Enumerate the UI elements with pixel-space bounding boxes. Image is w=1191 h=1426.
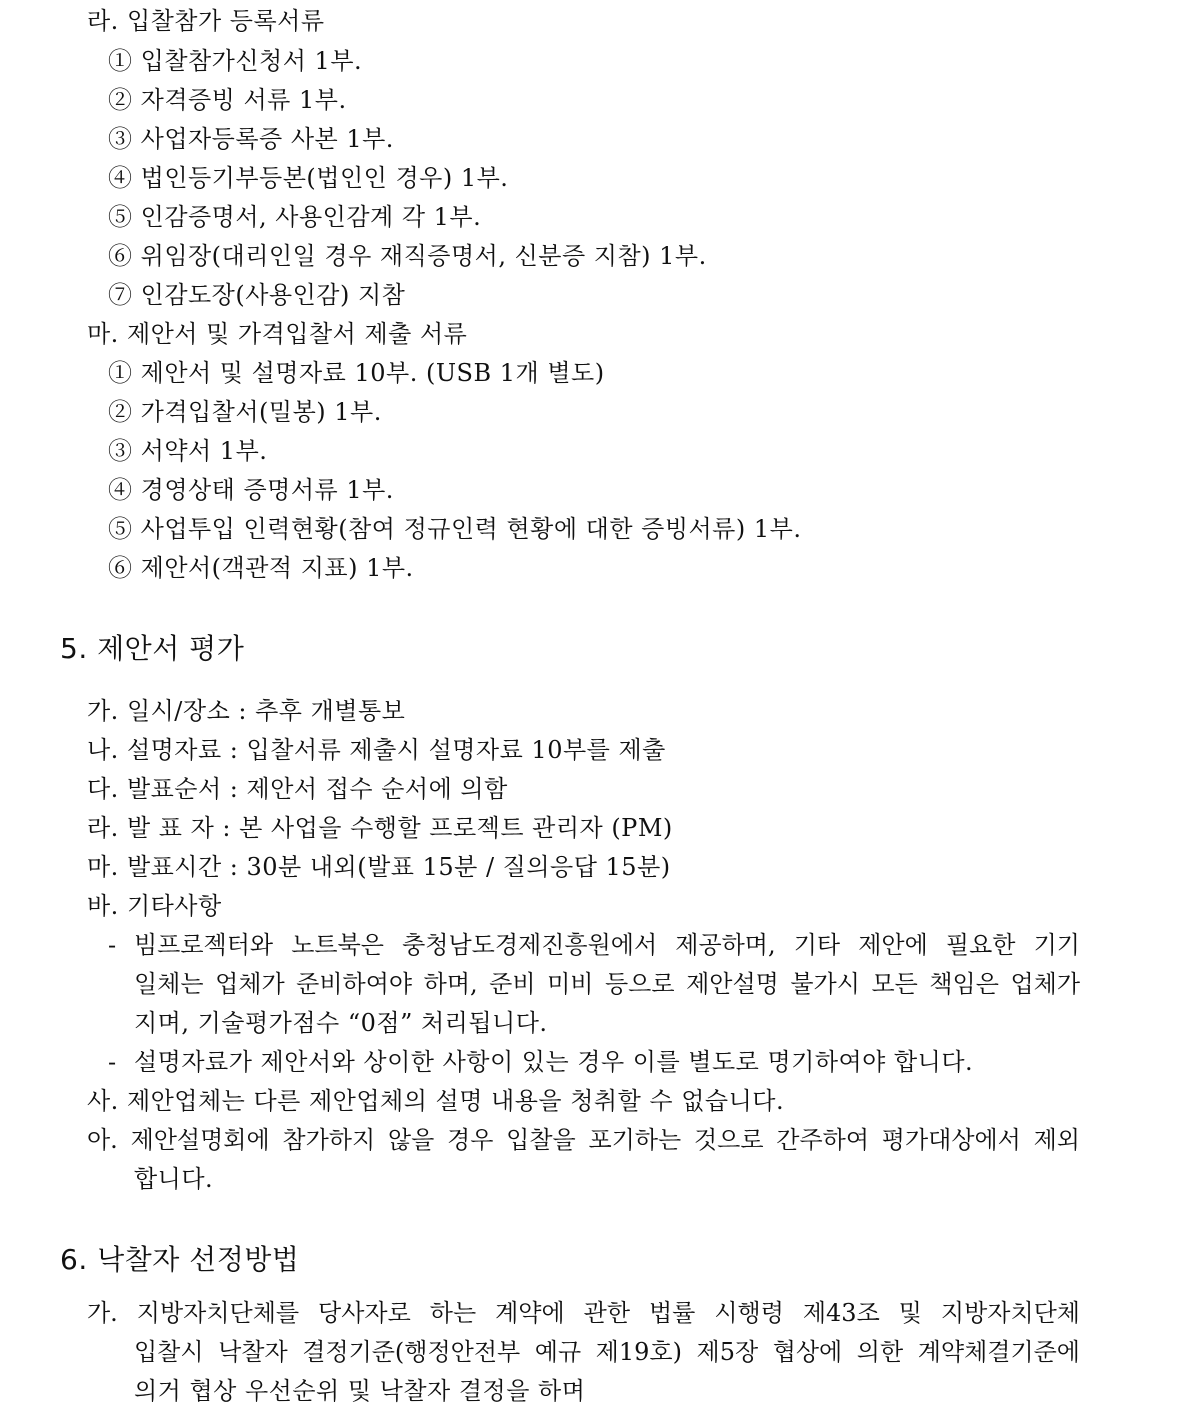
section-5-a-line-2: 합니다. (134, 1165, 214, 1193)
section-5-a-line-1: 아. 제안설명회에 참가하지 않을 경우 입찰을 포기하는 것으로 간주하여 평가대상에서 제외 (87, 1126, 1080, 1154)
ba-item-1-line-3: 지며, 기술평가점수 “0점” 처리됩니다. (134, 1009, 548, 1037)
section-5-ba: 바. 기타사항 (87, 892, 222, 920)
list-item: ④ 법인등기부등본(법인인 경우) 1부. (108, 164, 509, 192)
list-item: ⑤ 인감증명서, 사용인감계 각 1부. (108, 203, 482, 231)
section-5-ga: 가. 일시/장소 : 추후 개별통보 (87, 697, 406, 725)
section-5-sa: 사. 제안업체는 다른 제안업체의 설명 내용을 청취할 수 없습니다. (87, 1087, 785, 1115)
list-item: ⑥ 위임장(대리인일 경우 재직증명서, 신분증 지참) 1부. (108, 242, 707, 270)
list-item: ⑤ 사업투입 인력현황(참여 정규인력 현황에 대한 증빙서류) 1부. (108, 515, 802, 543)
section-6-ga-line-3: 의거 협상 우선순위 및 낙찰자 결정을 하며 (134, 1377, 586, 1405)
list-item: ③ 사업자등록증 사본 1부. (108, 125, 394, 153)
section-6-heading: 6. 낙찰자 선정방법 (60, 1243, 300, 1276)
section-5-na: 나. 설명자료 : 입찰서류 제출시 설명자료 10부를 제출 (87, 736, 666, 764)
list-item: ② 가격입찰서(밀봉) 1부. (108, 398, 382, 426)
ba-item-1-line-2: 일체는 업체가 준비하여야 하며, 준비 미비 등으로 제안설명 불가시 모든 책임은 업체가 (134, 970, 1080, 998)
ba-item-1-line-1: 빔프로젝터와 노트북은 충청남도경제진흥원에서 제공하며, 기타 제안에 필요한 기기 (134, 931, 1080, 959)
ba-item-2: 설명자료가 제안서와 상이한 사항이 있는 경우 이를 별도로 명기하여야 합니다. (134, 1048, 974, 1076)
list-item: ⑥ 제안서(객관적 지표) 1부. (108, 554, 414, 582)
section-6-ga-line-1: 가. 지방자치단체를 당사자로 하는 계약에 관한 법률 시행령 제43조 및 지방자치단체 (87, 1299, 1080, 1327)
section-la-title: 라. 입찰참가 등록서류 (87, 7, 325, 35)
list-item: ⑦ 인감도장(사용인감) 지참 (108, 281, 406, 309)
list-item: ① 제안서 및 설명자료 10부. (USB 1개 별도) (108, 359, 605, 387)
dash-bullet: - (108, 931, 117, 959)
section-ma-title: 마. 제안서 및 가격입찰서 제출 서류 (87, 320, 468, 348)
dash-bullet: - (108, 1048, 117, 1076)
list-item: ④ 경영상태 증명서류 1부. (108, 476, 394, 504)
section-5-ra: 라. 발 표 자 : 본 사업을 수행할 프로젝트 관리자 (PM) (87, 814, 673, 842)
section-5-da: 다. 발표순서 : 제안서 접수 순서에 의함 (87, 775, 508, 803)
list-item: ③ 서약서 1부. (108, 437, 268, 465)
section-5-heading: 5. 제안서 평가 (60, 632, 245, 665)
list-item: ② 자격증빙 서류 1부. (108, 86, 347, 114)
list-item: ① 입찰참가신청서 1부. (108, 47, 363, 75)
section-5-ma: 마. 발표시간 : 30분 내외(발표 15분 / 질의응답 15분) (87, 853, 671, 881)
section-6-ga-line-2: 입찰시 낙찰자 결정기준(행정안전부 예규 제19호) 제5장 협상에 의한 계약체결기준에 (134, 1338, 1080, 1366)
